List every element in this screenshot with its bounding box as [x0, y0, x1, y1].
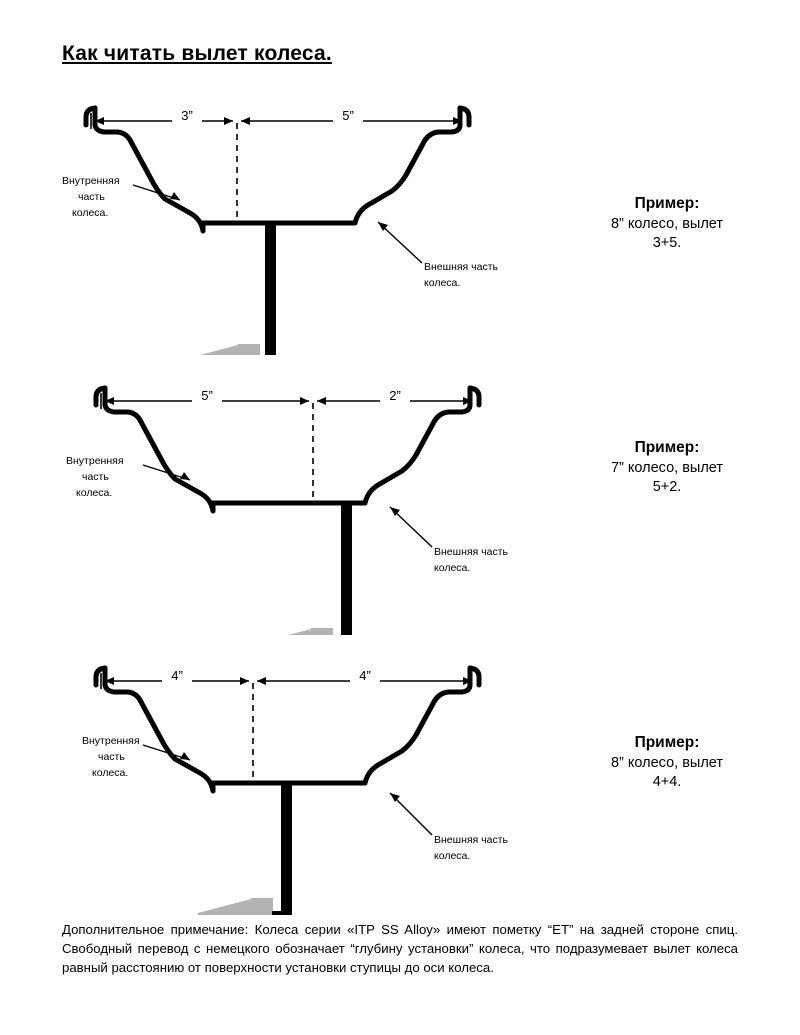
hub-group — [258, 505, 352, 635]
hub-label: Ступица — [211, 836, 271, 852]
axle-plate — [281, 785, 292, 915]
hub-shaft — [198, 913, 206, 915]
hub-cone — [185, 345, 238, 355]
example-block-3 — [562, 733, 772, 793]
example-block-2 — [562, 438, 772, 498]
dimension-arrows — [101, 393, 472, 409]
outer-side-annotation — [378, 222, 499, 289]
example-block-1 — [562, 194, 772, 254]
hub-flange — [311, 628, 333, 635]
hub-cone — [258, 629, 311, 635]
wheel-offset-diagram-1 — [0, 95, 560, 355]
dimension-left-label: 3” — [181, 108, 193, 123]
diagram-2-svg — [0, 375, 560, 635]
inner-label-line-1: Внутренняя — [62, 175, 120, 187]
inner-label-line-3: колеса. — [72, 207, 109, 219]
inner-label-line-3: колеса. — [76, 487, 113, 499]
inner-label-line-2: часть — [78, 191, 105, 203]
hub-group — [185, 225, 277, 355]
inner-label-line-3: колеса. — [92, 767, 129, 779]
outer-label-line-2: колеса. — [434, 562, 471, 574]
inner-label-line-2: часть — [82, 471, 109, 483]
wheel-profile — [86, 108, 469, 231]
example-3-line-2: 4+4. — [652, 774, 682, 791]
outer-label-line-2: колеса. — [434, 850, 471, 862]
example-1-line-2: 3+5. — [652, 235, 682, 252]
hub-label: Ступица — [271, 566, 331, 582]
footnote-text: Дополнительное примечание: Колеса серии «ITP SS Alloy» имеют пометку “ET” на задней стороне спиц. Свободный перевод с немецкого обозначает “глубину установки” колеса, что подразумевает вылет колеса равный расстоянию от поверхности установки ступицы до оси колеса. — [62, 922, 738, 976]
dimension-right-label: 5” — [342, 108, 354, 123]
dimension-right-label: 2” — [389, 388, 401, 403]
outer-side-annotation — [390, 507, 509, 574]
wheel-offset-diagram-2 — [0, 375, 560, 635]
example-3-heading: Пример: — [634, 734, 700, 751]
outer-label-line-1: Внешняя часть — [434, 834, 508, 846]
example-1-heading: Пример: — [634, 195, 700, 212]
dimension-arrows — [101, 673, 472, 689]
hub-label: Ступица — [198, 282, 258, 298]
example-2-heading: Пример: — [634, 439, 700, 456]
dimension-left-label: 4” — [171, 668, 183, 683]
example-1-line-1: 8” колесо, вылет — [610, 215, 724, 232]
wheel-offset-diagram-3 — [0, 655, 560, 915]
dimension-left-label: 5” — [201, 388, 213, 403]
page-title: Как читать вылет колеса. — [62, 42, 332, 65]
wheel-profile — [96, 668, 479, 791]
dimension-right-label: 4” — [359, 668, 371, 683]
example-3-line-1: 8” колесо, вылет — [610, 754, 724, 771]
wheel-profile — [96, 388, 479, 511]
hub-flange — [238, 344, 260, 355]
diagram-3-svg — [0, 655, 560, 915]
example-2-line-2: 5+2. — [652, 479, 682, 496]
diagram-1-svg — [0, 95, 560, 355]
outer-label-line-2: колеса. — [424, 277, 461, 289]
outer-side-annotation — [390, 793, 509, 862]
axle-plate — [341, 505, 352, 635]
hub-flange — [251, 898, 273, 915]
inner-label-line-1: Внутренняя — [82, 735, 140, 747]
outer-label-line-1: Внешняя часть — [424, 261, 498, 273]
dimension-arrows — [91, 113, 462, 129]
hub-group — [198, 785, 292, 915]
example-2-line-1: 7” колесо, вылет — [610, 459, 724, 476]
hub-cone — [198, 899, 251, 915]
outer-label-line-1: Внешняя часть — [434, 546, 508, 558]
axle-plate — [265, 225, 276, 355]
inner-label-line-1: Внутренняя — [66, 455, 124, 467]
inner-label-line-2: часть — [98, 751, 125, 763]
